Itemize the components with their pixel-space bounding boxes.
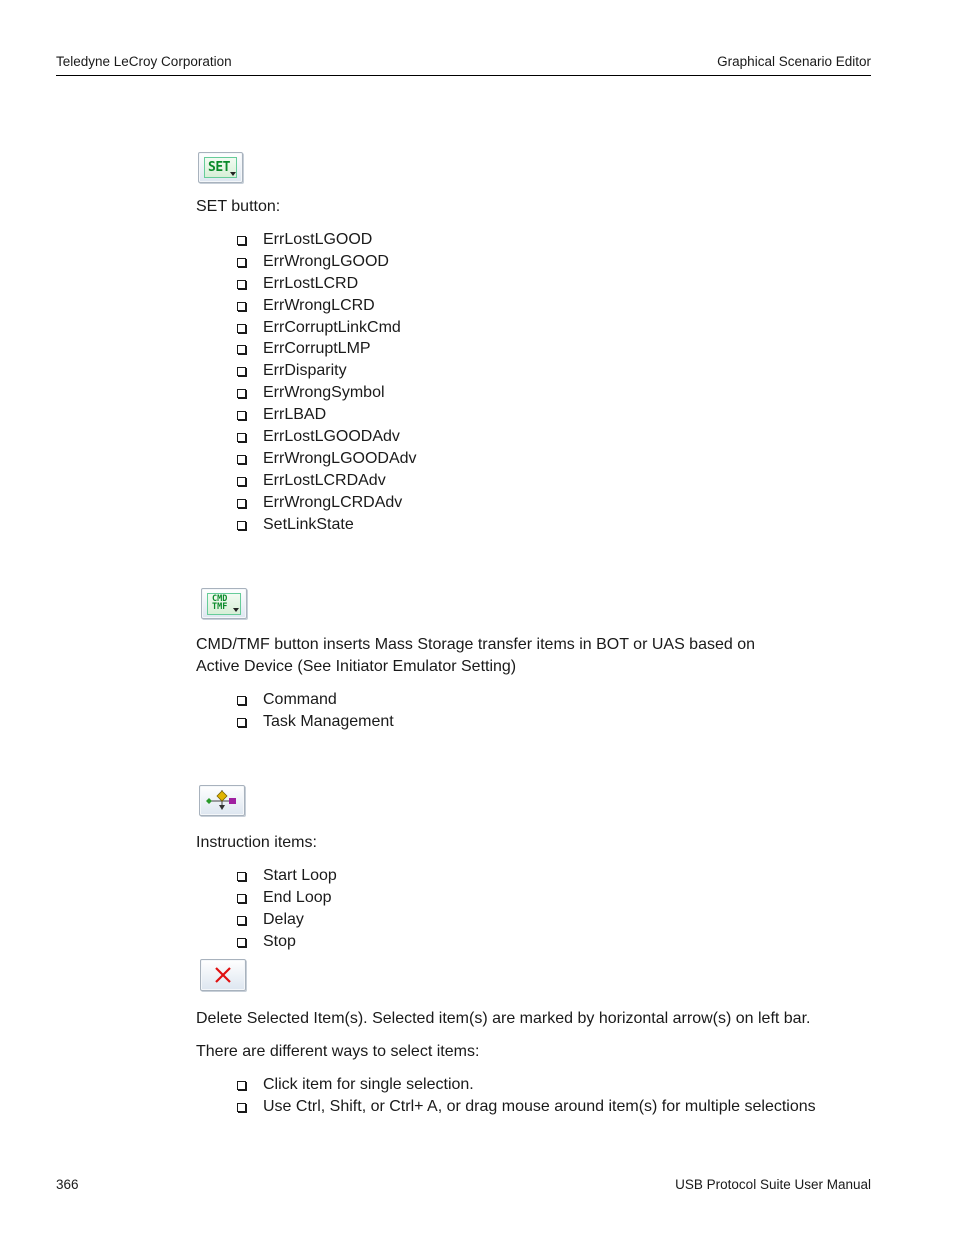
instruction-intro: Instruction items: [196, 834, 317, 851]
cmd-tmf-button-icon [201, 588, 247, 619]
list-item: ErrDisparity [237, 360, 417, 382]
list-item: ErrLostLCRD [237, 273, 417, 295]
set-items-list [237, 229, 417, 535]
set-intro: SET button: [196, 198, 281, 215]
cmd-items-list [237, 689, 394, 733]
flowchart-icon [200, 786, 244, 815]
list-item: ErrWrongSymbol [237, 382, 417, 404]
list-item: Click item for single selection. [237, 1074, 816, 1096]
cmd-label-line1: CMD [212, 594, 228, 604]
list-item: ErrCorruptLinkCmd [237, 317, 417, 339]
delete-description: Delete Selected Item(s). Selected item(s) are marked by horizontal arrow(s) on left bar. [196, 1010, 811, 1027]
list-item: Start Loop [237, 865, 337, 887]
delete-button-icon [200, 959, 246, 991]
list-item: SetLinkState [237, 514, 417, 536]
dropdown-arrow-icon [233, 608, 239, 612]
page-number: 366 [56, 1177, 79, 1192]
cmd-tmf-label [212, 595, 227, 611]
cmd-intro-line1: CMD/TMF button inserts Mass Storage transfer items in BOT or UAS based on [196, 636, 756, 653]
page-header [56, 53, 871, 76]
list-item: ErrLostLGOOD [237, 229, 417, 251]
list-item: ErrCorruptLMP [237, 338, 417, 360]
header-company: Teledyne LeCroy Corporation [56, 54, 232, 69]
list-item: Command [237, 689, 394, 711]
header-section-title: Graphical Scenario Editor [717, 54, 871, 69]
cmd-label-line2: TMF [212, 602, 228, 612]
list-item: Task Management [237, 711, 394, 733]
list-item: ErrLostLCRDAdv [237, 470, 417, 492]
set-button-icon [198, 152, 243, 183]
instruction-items-list [237, 865, 337, 953]
list-item: ErrWrongLGOOD [237, 251, 417, 273]
list-item: End Loop [237, 887, 337, 909]
dropdown-arrow-icon [230, 172, 236, 176]
list-item: ErrWrongLGOODAdv [237, 448, 417, 470]
list-item: ErrWrongLCRDAdv [237, 492, 417, 514]
cmd-intro [196, 634, 755, 678]
instruction-button-icon [199, 785, 245, 816]
red-x-icon [201, 960, 245, 990]
list-item: ErrLostLGOODAdv [237, 426, 417, 448]
list-item: Stop [237, 931, 337, 953]
list-item: ErrWrongLCRD [237, 295, 417, 317]
list-item: ErrLBAD [237, 404, 417, 426]
footer-manual-title: USB Protocol Suite User Manual [675, 1177, 871, 1192]
selection-ways-list [237, 1074, 816, 1118]
selection-ways-intro: There are different ways to select items: [196, 1043, 480, 1060]
list-item: Delay [237, 909, 337, 931]
list-item: Use Ctrl, Shift, or Ctrl+ A, or drag mouse around item(s) for multiple selections [237, 1096, 816, 1118]
set-button-label: SET [208, 160, 230, 175]
cmd-intro-line2: Active Device (See Initiator Emulator Setting) [196, 658, 517, 675]
